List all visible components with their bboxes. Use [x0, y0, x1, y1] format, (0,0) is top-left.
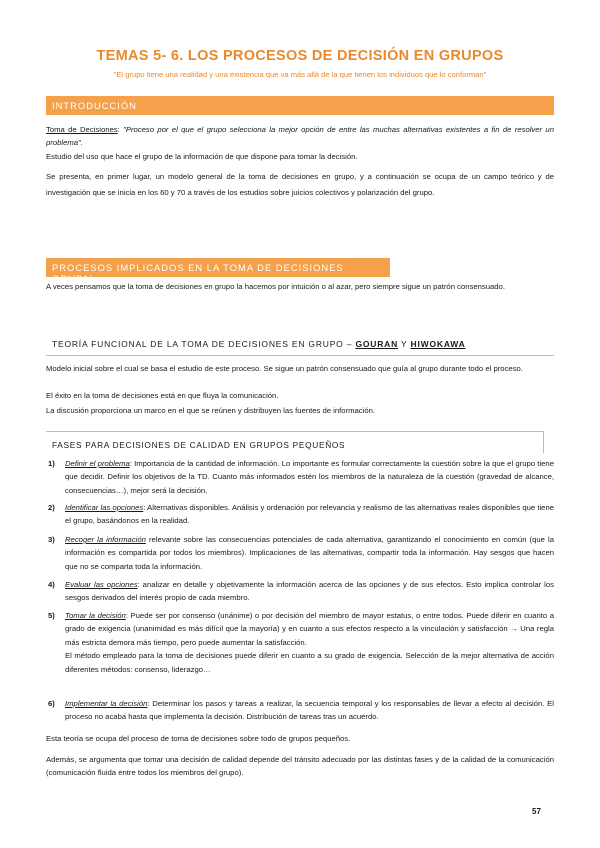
- page-quote: "El grupo tiene una realidad y una existencia que va más allá de la que tienen los individuos que lo conforman": [113, 70, 487, 79]
- phases-closing-2: Además, se argumenta que tomar una decisión de calidad depende del tránsito adecuado por las distintas fases y de la calidad de la comunicación (comunicación fluida entre todos los miembros del grupo).: [46, 755, 554, 778]
- page-title: TEMAS 5- 6. LOS PROCESOS DE DECISIÓN EN GRUPOS: [96, 48, 504, 64]
- definition-term: Toma de Decisiones: [46, 125, 118, 134]
- phase-item: 3) Recoger la información relevante sobre las consecuencias potenciales de cada alternativa, garantizando el conocimiento en común (que la información es compartida por todos los miembros). Implicaciones de las alternativas, compartir toda la información. Hay sesgos que hacen que no se comparta toda la información.: [48, 535, 554, 571]
- intro-line-2: Estudio del uso que hace el grupo de la información de que dispone para tomar la decisión.: [46, 152, 358, 161]
- phase-item: 5) Tomar la decisión: Puede ser por consenso (unánime) o por decisión del miembro de mayor estatus, o entre todos. Puede diferir en cuanto a grado de exigencia (unanimidad es más difícil que la mayoría) y en cuanto a sus efectos respecto a la vinculación y satisfacción → Una regla más estricta demora más tiempo, pero puede aumentar la satisfacción. El método empleado para la toma de decisiones puede diferir en cuanto a su grado de exigencia. Selección de la mejor alternativa de acción diferentes métodos: consenso, liderazgo…: [48, 611, 554, 674]
- theory-line-1: Modelo inicial sobre el cual se basa el estudio de este proceso. Se sigue un patrón consensuado que guía al grupo durante todo el proceso.: [46, 364, 523, 373]
- theory-line-3: La discusión proporciona un marco en el que se reúnen y distribuyen las fuentes de información.: [46, 406, 376, 415]
- phase-item: 4) Evaluar las opciones: analizar en detalle y objetivamente la información acerca de las opciones y de sus efectos. Esto implica controlar los sesgos derivados del interés propio de cada miembro.: [48, 580, 555, 603]
- processes-heading: PROCESOS IMPLICADOS EN LA TOMA DE DECISIONES GRUPAL: [46, 258, 390, 277]
- phases-closing-1: Esta teoría se ocupa del proceso de toma de decisiones sobre todo de grupos pequeños.: [46, 734, 351, 743]
- theory-heading: TEORÍA FUNCIONAL DE LA TOMA DE DECISIONES EN GRUPO – GOURAN Y HIWOKAWA: [46, 334, 554, 356]
- intro-line-3: Se presenta, en primer lugar, un modelo general de la toma de decisiones en grupo, y a continuación se ocupa de un campo teórico y de investigación que se inicia en los 60 y 70 a través de los estudios sobre juicios colectivos y polarización del grupo.: [46, 172, 554, 198]
- author-gouran: GOURAN: [355, 339, 399, 349]
- phase-item: 2) Identificar las opciones: Alternativas disponibles. Análisis y ordenación por relevancia y realismo de las alternativas reales disponibles que tiene el grupo, basándonos en la realidad.: [48, 503, 554, 526]
- intro-heading: INTRODUCCIÓN: [46, 96, 554, 115]
- page-number: 57: [532, 807, 541, 816]
- phase-item: 1) Definir el problema: Importancia de la cantidad de información. Lo importante es formular correctamente la cuestión sobre la que el grupo tiene que decidir. Definir los objetivos de la TD. Cuanto más informados estén los miembros de la naturaleza de la cuestión (gravedad de alcance, consecuencias…), mejor será la decisión.: [48, 459, 554, 495]
- phases-heading: FASES PARA DECISIONES DE CALIDAD EN GRUPOS PEQUEÑOS: [46, 431, 544, 453]
- processes-text: A veces pensamos que la toma de decisiones en grupo la hacemos por intuición o al azar, pero siempre sigue un patrón consensuado.: [46, 282, 505, 291]
- intro-definition: Toma de Decisiones: "Proceso por el que el grupo selecciona la mejor opción de entre las muchas alternativas existentes a fin de resolver un problema".: [46, 125, 554, 148]
- theory-line-2: El éxito en la toma de decisiones está en que fluya la comunicación.: [46, 391, 279, 400]
- author-hiwokawa: HIWOKAWA: [410, 339, 466, 349]
- phase-item: 6) Implementar la decisión: Determinar los pasos y tareas a realizar, la secuencia temporal y los responsables de llevar a efecto al decisión. El proceso no acaba hasta que implementa la decisión. Distribución de tareas tras un acuerdo.: [48, 699, 554, 722]
- definition-text: "Proceso por el que el grupo selecciona la mejor opción de entre las muchas alternativas existentes a fin de resolver un problema".: [46, 125, 554, 148]
